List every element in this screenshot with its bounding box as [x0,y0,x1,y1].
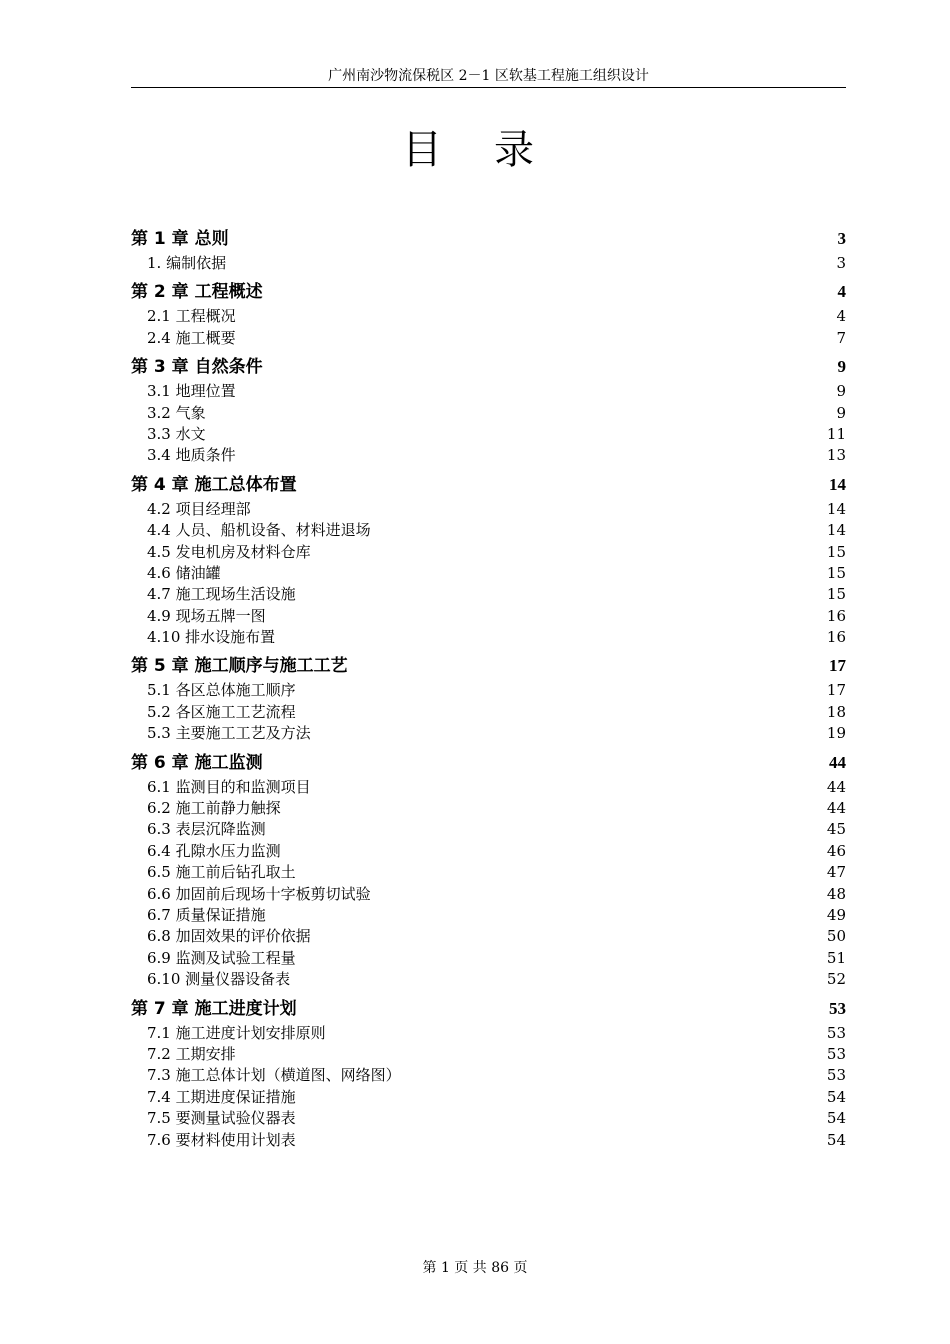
toc-section-title: 3.3 水文 [147,424,206,443]
toc-section-page-number: 48 [826,884,846,903]
toc-section-title: 4.7 施工现场生活设施 [147,585,296,604]
toc-chapter-entry[interactable] [131,655,846,677]
toc-section-title: 6.4 孔隙水压力监测 [147,841,281,860]
toc-section-page-number: 44 [826,777,846,796]
toc-section-page-number: 54 [826,1109,846,1128]
toc-section-page-number: 54 [826,1087,846,1106]
toc-section-page-number: 16 [826,606,846,625]
toc-chapter-entry[interactable] [131,474,846,496]
toc-section-entry[interactable] [131,328,846,349]
toc-section-page-number: 53 [826,1044,846,1063]
toc-section-entry[interactable] [131,926,846,947]
toc-section-entry[interactable] [131,1065,846,1086]
toc-section-entry[interactable] [131,445,846,466]
toc-section-title: 3.2 气象 [147,403,206,422]
page-header: 广州南沙物流保税区 2－1 区软基工程施工组织设计 [131,66,846,88]
toc-chapter-entry[interactable] [131,281,846,303]
toc-section-entry[interactable] [131,499,846,520]
toc-section-entry[interactable] [131,798,846,819]
toc-section-page-number: 17 [826,681,846,700]
toc-section-page-number: 3 [836,254,846,272]
toc-section-title: 7.1 施工进度计划安排原则 [147,1023,326,1042]
toc-chapter-title: 第 3 章 自然条件 [131,357,263,378]
toc-section-entry[interactable] [131,702,846,723]
toc-section-entry[interactable] [131,1044,846,1065]
toc-section-entry[interactable] [131,819,846,840]
toc-section-page-number: 44 [826,799,846,818]
toc-section-page-number: 46 [826,841,846,860]
toc-section-title: 6.10 测量仪器设备表 [147,970,291,989]
toc-section-title: 3.4 地质条件 [147,446,236,465]
toc-chapter-entry[interactable] [131,228,846,250]
toc-section-entry[interactable] [131,948,846,969]
toc-section-title: 3.1 地理位置 [147,382,236,401]
toc-section-entry[interactable] [131,424,846,445]
toc-chapter-title: 第 7 章 施工进度计划 [131,998,297,1019]
toc-section-title: 5.2 各区施工工艺流程 [147,702,296,721]
toc-section-page-number: 15 [826,542,846,561]
toc-section-entry[interactable] [131,1087,846,1108]
toc-section-entry[interactable] [131,520,846,541]
toc-chapter-page-number: 14 [829,474,846,494]
toc-section-title: 2.1 工程概况 [147,307,236,326]
toc-section-title: 6.1 监测目的和监测项目 [147,777,311,796]
toc-section-title: 4.2 项目经理部 [147,499,251,518]
toc-section-page-number: 9 [836,403,846,422]
toc-chapter-title: 第 1 章 总则 [131,229,229,249]
toc-section-title: 7.3 施工总体计划（横道图、网络图） [147,1066,401,1085]
toc-section-entry[interactable] [131,403,846,424]
toc-chapter-page-number: 4 [837,282,846,302]
toc-section-entry[interactable] [131,905,846,926]
toc-section-page-number: 50 [826,927,846,946]
toc-chapter-page-number: 44 [829,752,846,772]
toc-section-entry[interactable] [131,306,846,327]
toc-chapter-entry[interactable] [131,752,846,774]
toc-section-title: 7.2 工期安排 [147,1044,236,1063]
toc-section-page-number: 52 [826,970,846,989]
toc-section-page-number: 15 [826,585,846,604]
toc-chapter-page-number: 17 [829,656,846,676]
toc-section-entry[interactable] [131,777,846,798]
toc-section-title: 7.6 要材料使用计划表 [147,1130,296,1149]
toc-section-page-number: 47 [826,863,846,882]
toc-chapter-title: 第 2 章 工程概述 [131,282,263,303]
toc-section-title: 5.3 主要施工工艺及方法 [147,724,311,743]
toc-section-entry[interactable] [131,1130,846,1151]
toc-section-entry[interactable] [131,884,846,905]
toc-section-page-number: 16 [826,628,846,647]
toc-section-page-number: 9 [836,382,846,401]
toc-section-page-number: 53 [826,1066,846,1085]
toc-section-entry[interactable] [131,841,846,862]
toc-section-entry[interactable] [131,381,846,402]
toc-chapter-page-number: 3 [837,229,846,248]
toc-section-page-number: 13 [826,446,846,465]
toc-section-title: 5.1 各区总体施工顺序 [147,681,296,700]
toc-chapter-title: 第 4 章 施工总体布置 [131,474,297,495]
toc-section-entry[interactable] [131,563,846,584]
page-title: 目录 [402,127,586,173]
toc-section-entry[interactable] [131,627,846,648]
toc-section-page-number: 15 [826,563,846,582]
toc-section-title: 2.4 施工概要 [147,328,236,347]
toc-section-page-number: 54 [826,1130,846,1149]
toc-section-title: 6.7 质量保证措施 [147,905,266,924]
toc-section-title: 7.4 工期进度保证措施 [147,1087,296,1106]
toc-chapter-title: 第 5 章 施工顺序与施工工艺 [131,656,348,677]
toc-section-entry[interactable] [131,1023,846,1044]
toc-section-page-number: 7 [836,328,846,347]
toc-section-title: 4.5 发电机房及材料仓库 [147,542,311,561]
toc-section-title: 6.8 加固效果的评价依据 [147,927,311,946]
toc-section-title: 4.10 排水设施布置 [147,628,276,647]
toc-section-entry[interactable] [131,1108,846,1129]
toc-section-entry[interactable] [131,723,846,744]
toc-section-page-number: 11 [826,424,846,443]
toc-section-page-number: 14 [826,499,846,518]
table-of-contents [131,222,846,1151]
toc-section-entry[interactable] [131,862,846,883]
toc-chapter-page-number: 53 [829,998,846,1018]
toc-section-entry[interactable] [131,606,846,627]
toc-section-title: 7.5 要测量试验仪器表 [147,1109,296,1128]
toc-section-page-number: 45 [826,820,846,839]
toc-section-entry[interactable] [131,584,846,605]
toc-section-title: 6.6 加固前后现场十字板剪切试验 [147,884,371,903]
toc-chapter-title: 第 6 章 施工监测 [131,752,263,773]
toc-chapter-page-number: 9 [837,357,846,377]
toc-section-page-number: 14 [826,521,846,540]
toc-section-title: 4.4 人员、船机设备、材料进退场 [147,521,371,540]
toc-section-page-number: 49 [826,905,846,924]
toc-section-page-number: 19 [826,724,846,743]
page-footer: 第 1 页 共 86 页 [422,1260,528,1276]
toc-section-page-number: 4 [836,307,846,326]
toc-section-title: 6.2 施工前静力触探 [147,799,281,818]
toc-section-page-number: 18 [826,702,846,721]
toc-section-title: 6.9 监测及试验工程量 [147,948,296,967]
toc-section-title: 6.5 施工前后钻孔取土 [147,863,296,882]
toc-section-title: 1. 编制依据 [147,254,227,272]
toc-section-page-number: 51 [826,948,846,967]
toc-section-title: 4.9 现场五牌一图 [147,606,266,625]
toc-chapter-entry[interactable] [131,356,846,378]
toc-section-page-number: 53 [826,1023,846,1042]
toc-section-entry[interactable] [131,680,846,701]
toc-section-title: 6.3 表层沉降监测 [147,820,266,839]
toc-chapter-entry[interactable] [131,998,846,1020]
toc-section-entry[interactable] [131,969,846,990]
toc-section-title: 4.6 储油罐 [147,563,221,582]
toc-section-entry[interactable] [131,542,846,563]
toc-section-entry[interactable] [131,253,846,274]
